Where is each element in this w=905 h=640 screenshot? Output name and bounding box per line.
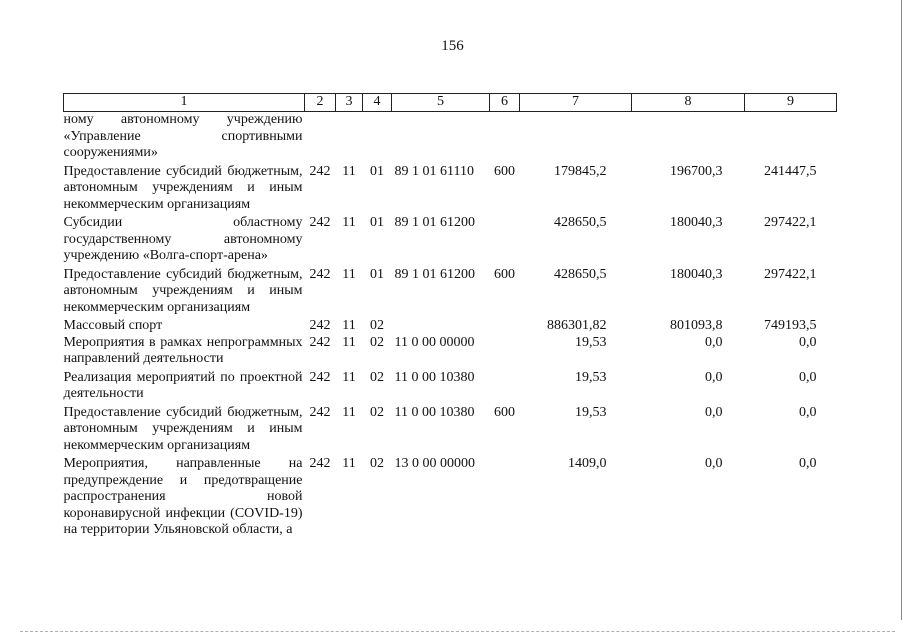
row-amount-9: 749193,5 (764, 318, 817, 333)
row-section: 11 (342, 163, 356, 179)
row-section: 11 (342, 334, 356, 350)
row-amount-8: 801093,8 (670, 318, 723, 333)
row-amount-8: 180040,3 (670, 215, 723, 230)
header-row (64, 94, 837, 112)
row-target-code: 13 0 00 00000 (394, 456, 475, 471)
row-section: 11 (342, 369, 356, 385)
row-section: 11 (342, 456, 356, 471)
row-ministry: 242 (309, 369, 331, 385)
row-expense-type (490, 112, 520, 164)
row-ministry: 242 (309, 456, 331, 471)
budget-table (63, 93, 837, 539)
row-name: Мероприятия, направленные на предупреждение и предотвращение распространения новой коронавирусной инфекции (COVID-19) на территории Ульяновской области, а (63, 456, 303, 537)
row-subsection: 02 (370, 318, 384, 333)
row-expense-type: 600 (494, 266, 515, 282)
row-expense-type: 600 (494, 163, 515, 179)
row-amount-8: 180040,3 (670, 266, 723, 282)
page-edge (901, 0, 902, 620)
row-expense-type (490, 456, 520, 539)
row-name: Реализация мероприятий по проектной деятельности (63, 369, 303, 401)
row-expense-type (490, 215, 520, 267)
table-row (64, 456, 837, 539)
table-row (64, 267, 837, 319)
header-col-9: 9 (745, 94, 837, 112)
row-amount-9: 0,0 (799, 456, 817, 471)
row-name: Предоставление субсидий бюджетным, автономным учреждениям и иным некоммерческим организациям (63, 163, 303, 212)
row-subsection (363, 112, 392, 164)
row-target-code (392, 318, 490, 335)
row-name: Предоставление субсидий бюджетным, автономным учреждениям и иным некоммерческим организациям (63, 266, 303, 315)
row-amount-9: 0,0 (799, 369, 817, 385)
row-amount-7: 886301,82 (547, 318, 607, 333)
row-amount-8: 196700,3 (670, 163, 723, 179)
page-number: 156 (441, 38, 464, 54)
table-row (64, 335, 837, 370)
row-amount-9 (745, 112, 837, 164)
row-target-code: 11 0 00 00000 (394, 334, 475, 350)
row-name: Предоставление субсидий бюджетным, автономным учреждениям и иным некоммерческим организациям (63, 404, 303, 453)
scan-artifact (20, 630, 895, 632)
row-name: Массовый спорт (63, 318, 163, 333)
row-ministry: 242 (309, 404, 331, 420)
row-section (336, 112, 363, 164)
row-amount-7: 19,53 (575, 404, 607, 420)
row-subsection: 02 (370, 456, 384, 471)
row-amount-7 (520, 112, 632, 164)
row-amount-9: 297422,1 (764, 215, 817, 230)
row-target-code (392, 112, 490, 164)
row-amount-7: 1409,0 (568, 456, 607, 471)
header-col-5: 5 (392, 94, 490, 112)
row-target-code: 89 1 01 61110 (394, 163, 474, 179)
header-col-7: 7 (520, 94, 632, 112)
row-target-code: 11 0 00 10380 (394, 369, 475, 385)
row-ministry: 242 (309, 163, 331, 179)
table-row (64, 164, 837, 216)
row-section: 11 (342, 215, 356, 230)
row-section: 11 (342, 318, 356, 333)
row-target-code: 89 1 01 61200 (394, 215, 475, 230)
row-amount-9: 297422,1 (764, 266, 817, 282)
row-subsection: 02 (370, 369, 384, 385)
row-subsection: 01 (370, 266, 384, 282)
row-amount-7: 19,53 (575, 334, 607, 350)
row-subsection: 02 (370, 334, 384, 350)
row-name: Мероприятия в рамках непрограммных направлений деятельности (63, 334, 303, 366)
row-expense-type (490, 318, 520, 335)
row-amount-9: 0,0 (799, 334, 817, 350)
row-expense-type (490, 335, 520, 370)
table-row (64, 405, 837, 457)
row-amount-8 (632, 112, 745, 164)
header-col-2: 2 (305, 94, 336, 112)
row-expense-type (490, 370, 520, 405)
row-subsection: 01 (370, 215, 384, 230)
row-target-code: 89 1 01 61200 (394, 266, 475, 282)
header-col-1: 1 (64, 94, 305, 112)
row-expense-type: 600 (494, 404, 515, 420)
row-section: 11 (342, 404, 356, 420)
header-col-6: 6 (490, 94, 520, 112)
row-name: ному автономному учреждению «Управление спортивными сооружениями» (63, 112, 303, 160)
row-target-code: 11 0 00 10380 (394, 404, 475, 420)
table-row (64, 215, 837, 267)
row-ministry (305, 112, 336, 164)
row-amount-8: 0,0 (705, 369, 723, 385)
row-subsection: 02 (370, 404, 384, 420)
row-name: Субсидии областному государственному автономному учреждению «Волга-спорт-арена» (63, 215, 303, 263)
row-amount-9: 241447,5 (764, 163, 817, 179)
row-amount-8: 0,0 (705, 456, 723, 471)
row-amount-8: 0,0 (705, 334, 723, 350)
row-subsection: 01 (370, 163, 384, 179)
row-ministry: 242 (309, 215, 331, 230)
row-ministry: 242 (309, 318, 331, 333)
table-row (64, 112, 837, 164)
row-amount-7: 428650,5 (554, 215, 607, 230)
row-ministry: 242 (309, 266, 331, 282)
row-amount-8: 0,0 (705, 404, 723, 420)
table-row (64, 370, 837, 405)
header-col-8: 8 (632, 94, 745, 112)
row-amount-9: 0,0 (799, 404, 817, 420)
table-row (64, 318, 837, 335)
row-section: 11 (342, 266, 356, 282)
row-amount-7: 428650,5 (554, 266, 607, 282)
header-col-3: 3 (336, 94, 363, 112)
row-amount-7: 179845,2 (554, 163, 607, 179)
header-col-4: 4 (363, 94, 392, 112)
row-amount-7: 19,53 (575, 369, 607, 385)
row-ministry: 242 (309, 334, 331, 350)
